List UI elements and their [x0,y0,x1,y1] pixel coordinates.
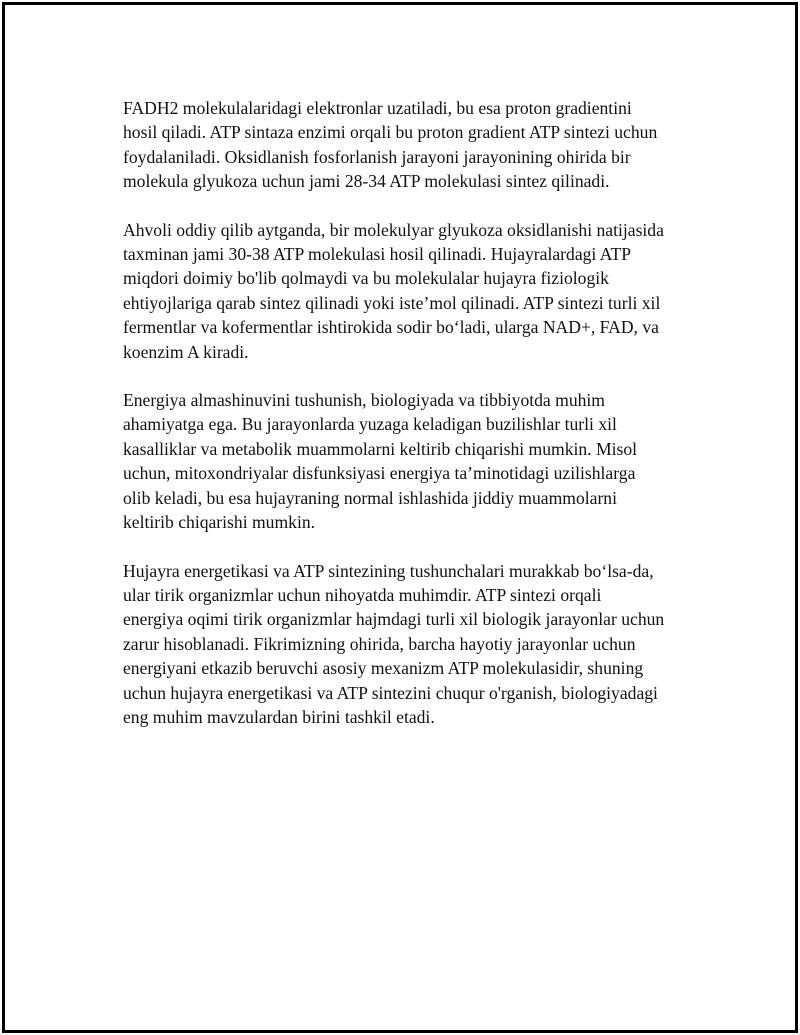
text-line: olib keladi, bu esa hujayraning normal ishlashida jiddiy muammolarni [123,487,617,508]
text-line: koenzim A kiradi. [123,341,249,362]
text-line: ular tirik organizmlar uchun nihoyatda muhimdir. ATP sintezi orqali [123,584,602,605]
text-line: molekula glyukoza uchun jami 28-34 ATP molekulasi sintez qilinadi. [123,171,610,192]
text-line: ehtiyojlariga qarab sintez qilinadi yoki iste’mol qilinadi. ATP sintezi turli xil [123,292,661,313]
text-line: Energiya almashinuvini tushunish, biologiyada va tibbiyotda muhim [123,390,605,411]
text-line: Ahvoli oddiy qilib aytganda, bir molekulyar glyukoza oksidlanishi natijasida [123,219,664,240]
text-line: taxminan jami 30-38 ATP molekulasi hosil qilinadi. Hujayralardagi ATP [123,244,632,265]
text-line: ahamiyatga ega. Bu jarayonlarda yuzaga keladigan buzilishlar turli xil [123,414,617,435]
text-line: uchun, mitoxondriyalar disfunksiyasi energiya ta’minotidagi uzilishlarga [123,463,636,484]
text-line: Hujayra energetikasi va ATP sintezining tushunchalari murakkab bo‘lsa-da, [123,560,654,581]
text-line: FADH2 molekulalaridagi elektronlar uzatiladi, bu esa proton gradientini [123,98,632,118]
text-line: energiya oqimi tirik organizmlar hajmdagi turli xil biologik jarayonlar uchun [123,609,665,630]
text-line: zarur hisoblanadi. Fikrimizning ohirida, barcha hayotiy jarayonlar uchun [123,633,636,654]
text-line: hosil qiladi. ATP sintaza enzimi orqali bu proton gradient ATP sintezi uchun [123,122,658,143]
paragraph-3 [123,388,703,534]
text-line: miqdori doimiy bo'lib qolmaydi va bu molekulalar hujayra fiziologik [123,268,609,289]
paragraph-2 [123,218,703,364]
document-body [123,96,703,753]
text-line: uchun hujayra energetikasi va ATP sintezini chuqur o'rganish, biologiyadagi [123,682,658,703]
paragraph-1 [123,96,703,194]
text-line: eng muhim mavzulardan birini tashkil etadi. [123,706,435,727]
text-line: kasalliklar va metabolik muammolarni keltirib chiqarishi mumkin. Misol [123,438,638,459]
paragraph-4 [123,559,703,730]
page-frame [2,2,798,1033]
text-line: keltirib chiqarishi mumkin. [123,512,316,533]
text-line: energiyani etkazib beruvchi asosiy mexanizm ATP molekulasidir, shuning [123,658,644,679]
text-line: foydalaniladi. Oksidlanish fosforlanish jarayoni jarayonining ohirida bir [123,146,631,167]
text-line: fermentlar va kofermentlar ishtirokida sodir bo‘ladi, ularga NAD+, FAD, va [123,317,659,338]
